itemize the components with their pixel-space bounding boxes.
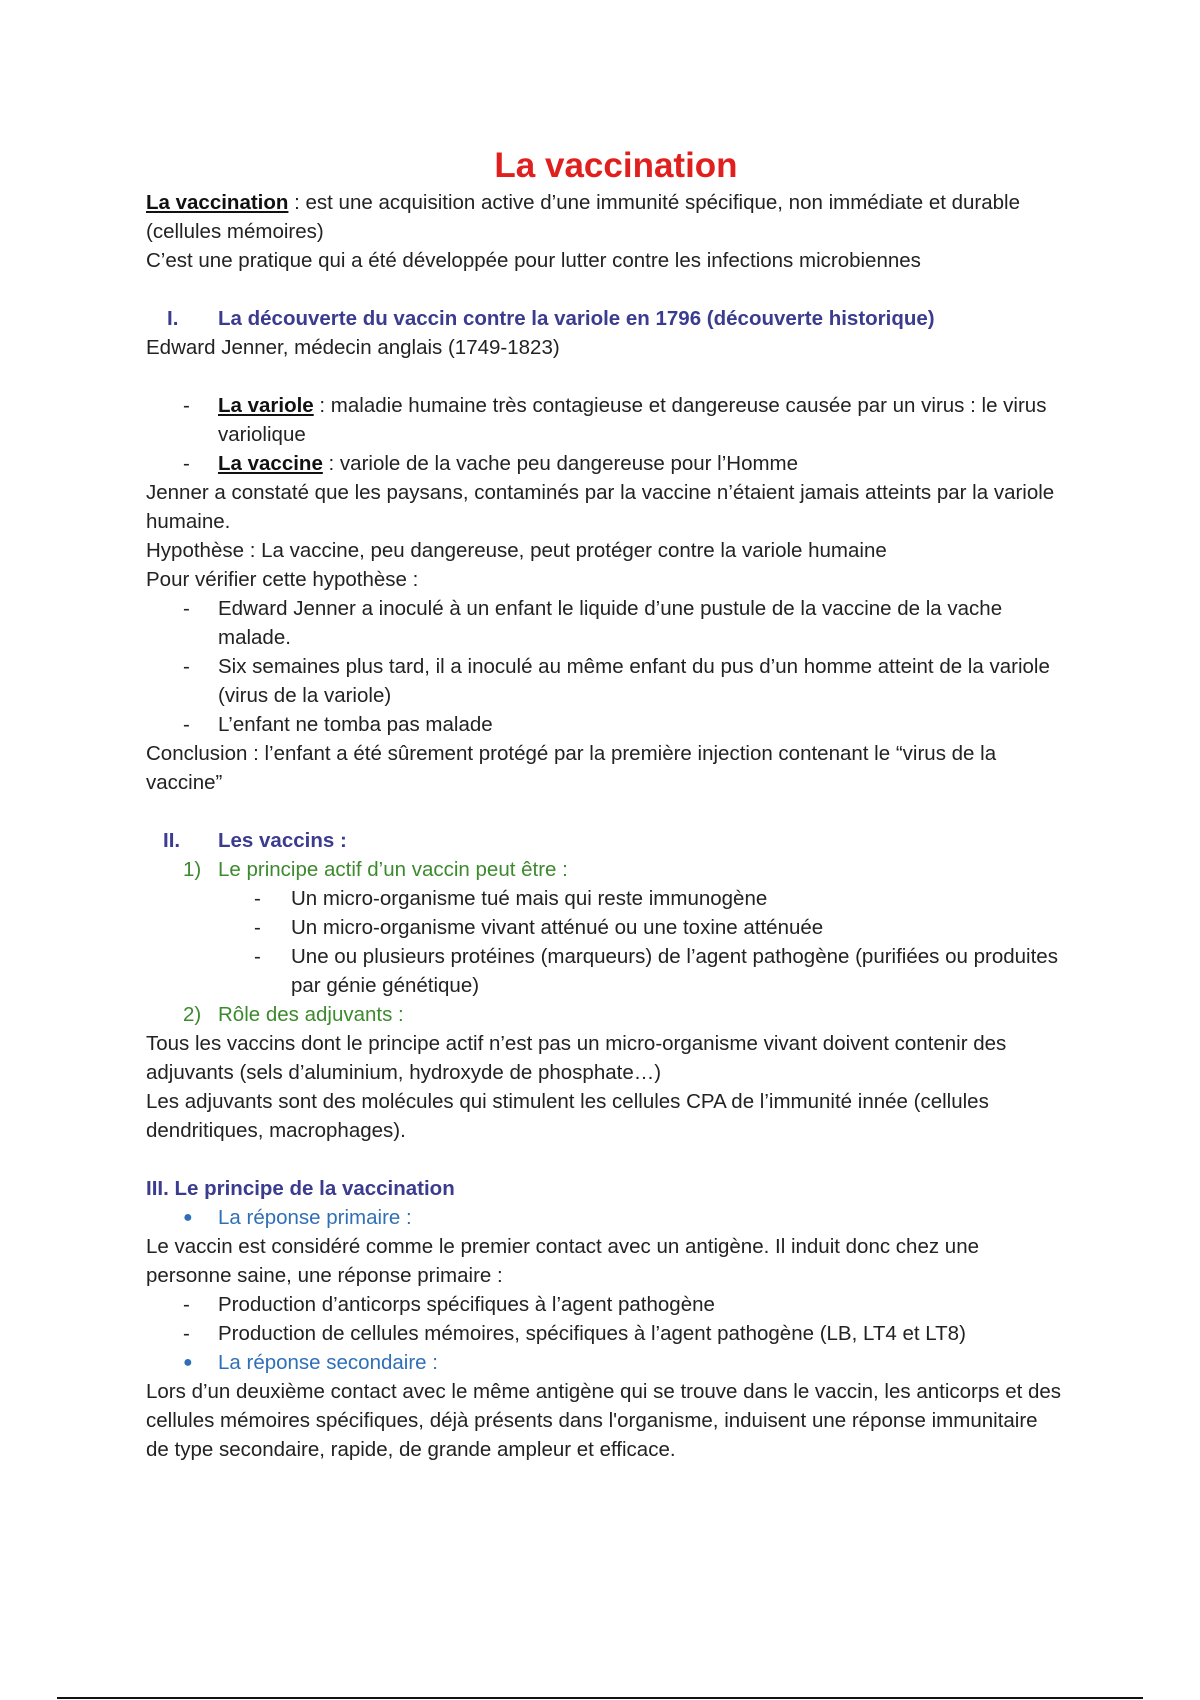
secondary-response-text: Lors d’un deuxième contact avec le même antigène qui se trouve dans le vaccin, les anticorps et des cellules mémoires spécifiques, déjà présents dans l'organisme, induisent une réponse immunitaire de type secondaire, rapide, de grande ampleur et efficace.	[146, 1380, 1062, 1461]
intro-definition: La vaccination : est une acquisition active d’une immunité spécifique, non immédiate et durable (cellules mémoires)	[146, 191, 1021, 243]
bullet-dot-icon: ●	[183, 1209, 193, 1226]
intro-line: C’est une pratique qui a été développée pour lutter contre les infections microbiennes	[146, 249, 921, 272]
primary-response-text: Le vaccin est considéré comme le premier contact avec un antigène. Il induit donc chez une personne saine, une réponse primaire :	[146, 1235, 979, 1287]
list-item: - La vaccine : variole de la vache peu dangereuse pour l’Homme	[183, 452, 799, 475]
definitions-list	[146, 391, 1066, 478]
intro-term: La vaccination	[146, 191, 289, 214]
list-item: - Un micro-organisme vivant atténué ou une toxine atténuée	[254, 916, 824, 939]
primary-response-list	[146, 1290, 1066, 1348]
observation-text: Jenner a constaté que les paysans, contaminés par la vaccine n’étaient jamais atteints par la variole humaine.	[146, 481, 1055, 533]
hypothesis-text: Hypothèse : La vaccine, peu dangereuse, peut protéger contre la variole humaine	[146, 539, 887, 562]
experiment-steps	[146, 594, 1066, 739]
list-item: - Production d’anticorps spécifiques à l’agent pathogène	[183, 1293, 715, 1316]
list-item: - Edward Jenner a inoculé à un enfant le liquide d’une pustule de la vaccine de la vache malade.	[183, 597, 1003, 649]
primary-response-heading: ● La réponse primaire :	[146, 1203, 1066, 1232]
list-item: - L’enfant ne tomba pas malade	[183, 713, 493, 736]
adjuvants-paragraph-1: Tous les vaccins dont le principe actif n’est pas un micro-organisme vivant doivent contenir des adjuvants (sels d’aluminium, hydroxyde de phosphate…)	[146, 1032, 1007, 1084]
section-1-author: Edward Jenner, médecin anglais (1749-1823)	[146, 336, 560, 359]
document-page	[146, 140, 1066, 1464]
page-title: La vaccination	[494, 146, 738, 185]
subsection-1-heading: 1) Le principe actif d’un vaccin peut être :	[183, 858, 568, 881]
conclusion-text: Conclusion : l’enfant a été sûrement protégé par la première injection contenant le “virus de la vaccine”	[146, 742, 997, 794]
list-item: - Une ou plusieurs protéines (marqueurs) de l’agent pathogène (purifiées ou produites par génie génétique)	[254, 945, 1058, 997]
secondary-response-heading: ● La réponse secondaire :	[146, 1348, 1066, 1377]
subsection-2-heading: 2) Rôle des adjuvants :	[183, 1003, 404, 1026]
section-3-heading: III. Le principe de la vaccination	[146, 1177, 455, 1200]
list-item: - Un micro-organisme tué mais qui reste immunogène	[254, 887, 768, 910]
section-1-heading: I. La découverte du vaccin contre la variole en 1796 (découverte historique)	[167, 307, 935, 330]
verify-text: Pour vérifier cette hypothèse :	[146, 568, 419, 591]
section-2-heading: II. Les vaccins :	[163, 829, 347, 852]
active-principles-list	[146, 884, 1066, 1000]
list-item: - La variole : maladie humaine très contagieuse et dangereuse causée par un virus : le virus variolique	[183, 394, 1047, 446]
list-item: - Production de cellules mémoires, spécifiques à l’agent pathogène (LB, LT4 et LT8)	[183, 1322, 966, 1345]
page-bottom-rule	[57, 1697, 1143, 1699]
bullet-dot-icon: ●	[183, 1354, 193, 1371]
adjuvants-paragraph-2: Les adjuvants sont des molécules qui stimulent les cellules CPA de l’immunité innée (cellules dendritiques, macrophages).	[146, 1090, 989, 1142]
list-item: - Six semaines plus tard, il a inoculé au même enfant du pus d’un homme atteint de la variole (virus de la variole)	[183, 655, 1050, 707]
